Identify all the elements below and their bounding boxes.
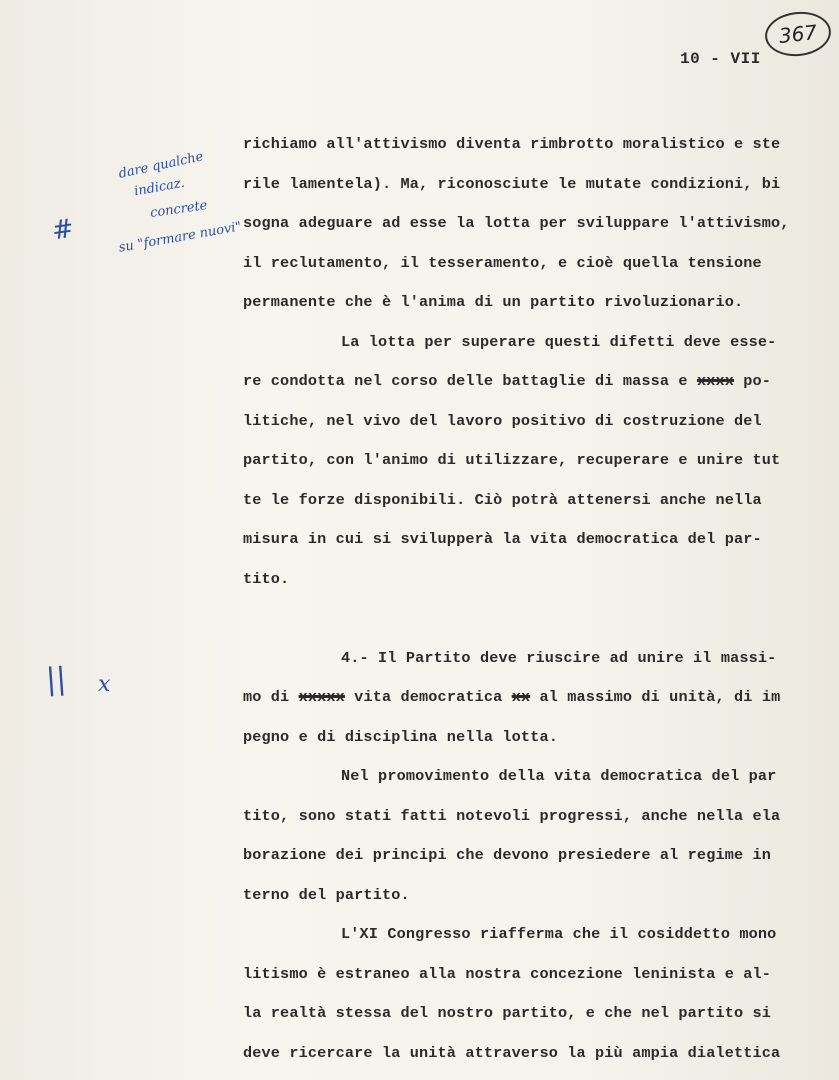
margin-double-bar-mark: ||	[44, 661, 68, 698]
text-line: La lotta per superare questi difetti deve esse-	[341, 332, 777, 351]
text-line: tito.	[243, 569, 290, 588]
struck-out-text: xxxx	[696, 372, 734, 390]
text-line: pegno e di disciplina nella lotta.	[243, 727, 558, 746]
text-line	[243, 367, 818, 407]
text-line: 4.- Il Partito deve riuscire ad unire il massi-	[341, 648, 777, 667]
text-line	[243, 683, 818, 723]
text-segment: vita democratica	[344, 688, 512, 706]
text-segment: re condotta nel corso delle battaglie di massa e	[243, 372, 697, 390]
text-line: permanente che è l'anima di un partito rivoluzionario.	[243, 293, 744, 311]
text-line: deve ricercare la unità attraverso la più ampia dialettica	[243, 1043, 781, 1062]
text-line: te le forze disponibili. Ciò potrà attenersi anche nella	[243, 490, 762, 509]
text-line: terno del partito.	[243, 885, 410, 904]
typed-text-body	[243, 130, 818, 1078]
text-line: partito, con l'animo di utilizzare, recuperare e unire tut	[243, 451, 781, 469]
paragraph-gap	[243, 604, 818, 644]
text-line: richiamo all'attivismo diventa rimbrotto moralistico e ste	[243, 135, 781, 153]
margin-x-mark: x	[98, 672, 111, 697]
text-line: tito, sono stati fatti notevoli progressi, anche nella ela	[243, 806, 781, 825]
text-line: borazione dei principi che devono presiedere al regime in	[243, 846, 772, 864]
text-line: il reclutamento, il tesseramento, e cioè quella tensione	[243, 253, 762, 272]
text-line: litiche, nel vivo del lavoro positivo di costruzione del	[243, 411, 762, 430]
text-line: sogna adeguare ad esse la lotta per sviluppare l'attivismo,	[243, 214, 790, 232]
text-line: misura in cui si svilupperà la vita democratica del par-	[243, 530, 762, 548]
page-number-stamp: 367	[763, 9, 833, 60]
text-segment: mo di	[243, 688, 299, 706]
margin-note-line-2: indicaz.	[133, 175, 186, 200]
text-segment: al massimo di unità, di im	[530, 688, 781, 706]
page-reference: 10 - VII	[680, 50, 761, 68]
text-line: Nel promovimento della vita democratica del par	[341, 767, 777, 785]
margin-hash-mark: #	[50, 213, 76, 247]
text-line: litismo è estraneo alla nostra concezione leninista e al-	[243, 964, 772, 983]
margin-note-line-1: dare qualche	[117, 149, 205, 182]
text-line: rile lamentela). Ma, riconosciute le mutate condizioni, bi	[243, 174, 781, 193]
struck-out-text: xxxxx	[298, 688, 345, 706]
margin-note-line-3: concrete	[149, 198, 209, 221]
text-line: L'XI Congresso riafferma che il cosiddetto mono	[341, 925, 777, 943]
text-segment: po-	[734, 372, 772, 390]
struck-out-text: xx	[511, 688, 531, 706]
margin-note-line-4: su "formare nuovi"	[117, 219, 243, 256]
text-line: la realtà stessa del nostro partito, e che nel partito si	[243, 1004, 772, 1022]
